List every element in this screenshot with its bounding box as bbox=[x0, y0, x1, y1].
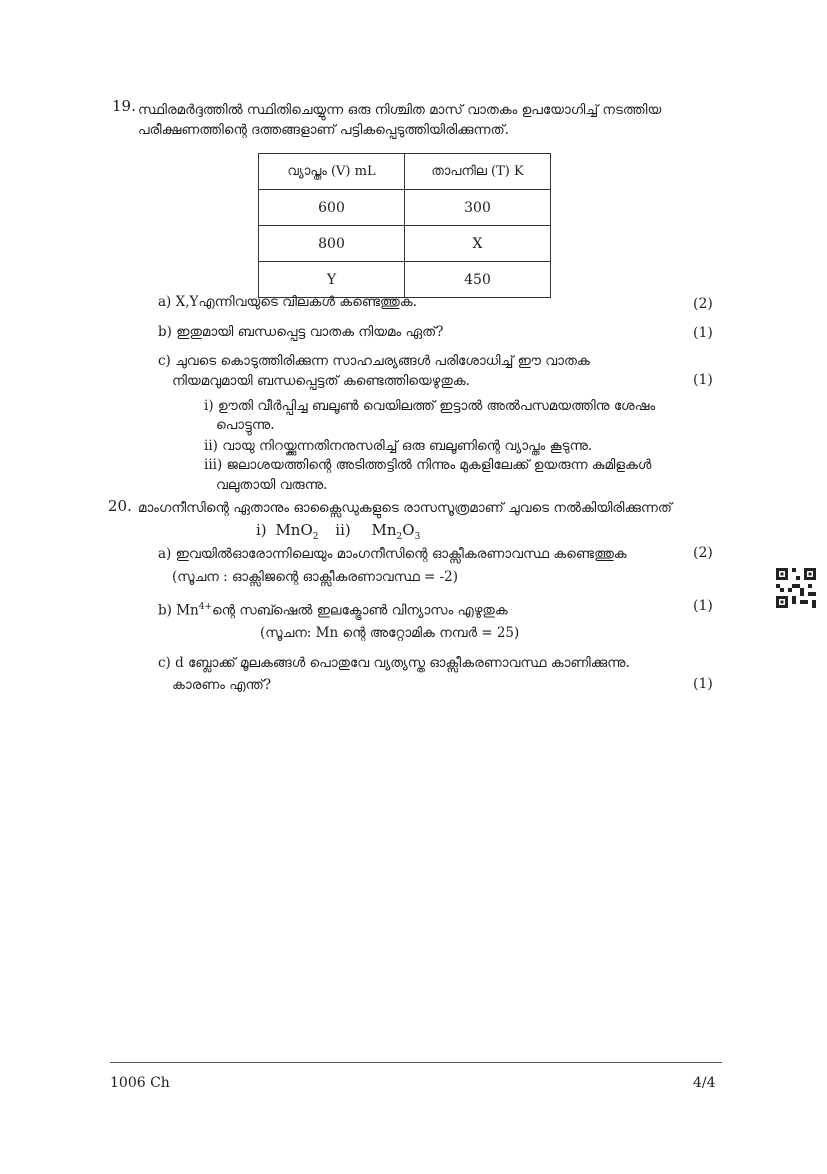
q19-part-c-line2: നിയമവുമായി ബന്ധപ്പെട്ടത് കണ്ടെത്തിയെഴുതുക. bbox=[172, 373, 470, 389]
footer-page-number: 4/4 bbox=[693, 1075, 716, 1091]
q20-part-a: a) ഇവയിൽഓരോന്നിലെയും മാംഗനീസിന്റെ ഓക്സീകരണാവസ്ഥ കണ്ടെത്തുക bbox=[158, 546, 627, 562]
formula-i-label: i) bbox=[256, 521, 267, 539]
q19-c-ii: ii) വായു നിറയ്ക്കുന്നതിനനുസരിച്ച് ഒരു ബലൂണിന്റെ വ്യാപ്തം കൂടുന്നു. bbox=[204, 438, 593, 454]
q20-a-hint: (സൂചന : ഓക്സിജന്റെ ഓക്സീകരണാവസ്ഥ = -2) bbox=[172, 569, 458, 585]
formula-ii-label: ii) bbox=[335, 521, 351, 539]
formula-mn2o3-main1: Mn bbox=[371, 521, 397, 539]
q19-b-marks: (1) bbox=[693, 325, 713, 341]
q19-a-marks: (2) bbox=[693, 296, 713, 312]
q20-stem: മാംഗനീസിന്റെ ഏതാനും ഓക്സൈഡുകളുടെ രാസസൂത്രമാണ് ചുവടെ നൽകിയിരിക്കുന്നത് bbox=[138, 500, 673, 516]
q20-a-marks: (2) bbox=[693, 545, 713, 561]
formula-mno2-sub: 2 bbox=[312, 532, 319, 542]
formula-mno2-main: MnO bbox=[275, 521, 313, 539]
table-header-volume: വ്യാപ്തം (V) mL bbox=[259, 154, 405, 190]
formula-mn2o3-sub1: 2 bbox=[396, 532, 403, 542]
q20-part-c-line1: c) d ബ്ലോക്ക് മൂലകങ്ങൾ പൊതുവേ വ്യത്യസ്ത ഓക്സീകരണാവസ്ഥ കാണിക്കുന്നു. bbox=[158, 655, 630, 671]
q19-part-a: a) X,Yഎന്നിവയുടെ വിലകൾ കണ്ടെത്തുക. bbox=[158, 294, 417, 310]
table-cell: 800 bbox=[259, 226, 405, 262]
q20-b-sup: 4+ bbox=[198, 602, 212, 612]
formula-mno2 bbox=[275, 521, 319, 542]
footer-code: 1006 Ch bbox=[110, 1075, 170, 1091]
q20-b-marks: (1) bbox=[693, 598, 713, 614]
formula-mn2o3-main2: O bbox=[402, 521, 415, 539]
q20-b-rest: ന്റെ സബ്ഷെൽ ഇലക്ട്രോൺ വിന്യാസം എഴുതുക bbox=[212, 602, 508, 619]
q19-part-b: b) ഇതുമായി ബന്ധപ്പെട്ട വാതക നിയമം ഏത്? bbox=[158, 324, 444, 340]
table-header-row bbox=[259, 154, 551, 190]
q20-part-b bbox=[158, 598, 508, 620]
q20-b-hint: (സൂചന: Mn ന്റെ അറ്റോമിക നമ്പർ = 25) bbox=[260, 625, 520, 641]
footer-divider bbox=[110, 1062, 722, 1063]
table-cell: 600 bbox=[259, 190, 405, 226]
q19-stem-line2: പരീക്ഷണത്തിന്റെ ദത്തങ്ങളാണ് പട്ടികപ്പെടുത്തിയിരിക്കുന്നത്. bbox=[138, 122, 509, 138]
gas-data-table bbox=[258, 153, 551, 298]
q19-number: 19. bbox=[112, 97, 136, 115]
q19-c-i-line1: i) ഊതി വീർപ്പിച്ച ബലൂൺ വെയിലത്ത് ഇട്ടാൽ അൽപസമയത്തിനു ശേഷം bbox=[204, 398, 656, 414]
q19-part-c-line1: c) ചുവടെ കൊടുത്തിരിക്കുന്ന സാഹചര്യങ്ങൾ പരിശോധിച്ച് ഈ വാതക bbox=[158, 353, 590, 369]
q20-b-prefix: b) Mn bbox=[158, 602, 199, 619]
table-cell: 300 bbox=[405, 190, 551, 226]
table-row bbox=[259, 190, 551, 226]
q20-formulas bbox=[256, 521, 420, 542]
q19-c-marks: (1) bbox=[693, 372, 713, 388]
qr-code-icon bbox=[776, 568, 816, 608]
table-cell: X bbox=[405, 226, 551, 262]
table-cell: 450 bbox=[405, 262, 551, 298]
q19-stem-line1: സ്ഥിരമർദ്ദത്തിൽ സ്ഥിതിചെയ്യുന്ന ഒരു നിശ്ചിത മാസ് വാതകം ഉപയോഗിച്ച് നടത്തിയ bbox=[138, 102, 662, 118]
q19-c-iii-line2: വലുതായി വരുന്നു. bbox=[216, 477, 328, 493]
table-header-temperature: താപനില (T) K bbox=[405, 154, 551, 190]
q19-c-i-line2: പൊട്ടുന്നു. bbox=[216, 417, 275, 433]
q20-number: 20. bbox=[108, 497, 132, 515]
formula-mn2o3 bbox=[371, 521, 421, 542]
q19-c-iii-line1: iii) ജലാശയത്തിന്റെ അടിത്തട്ടിൽ നിന്നും മുകളിലേക്ക് ഉയരുന്ന കുമിളകൾ bbox=[204, 457, 652, 473]
formula-mn2o3-sub2: 3 bbox=[414, 532, 421, 542]
q20-part-c-line2: കാരണം എന്ത്? bbox=[172, 677, 272, 693]
table-row bbox=[259, 226, 551, 262]
q20-c-marks: (1) bbox=[693, 676, 713, 692]
table-cell: Y bbox=[259, 262, 405, 298]
